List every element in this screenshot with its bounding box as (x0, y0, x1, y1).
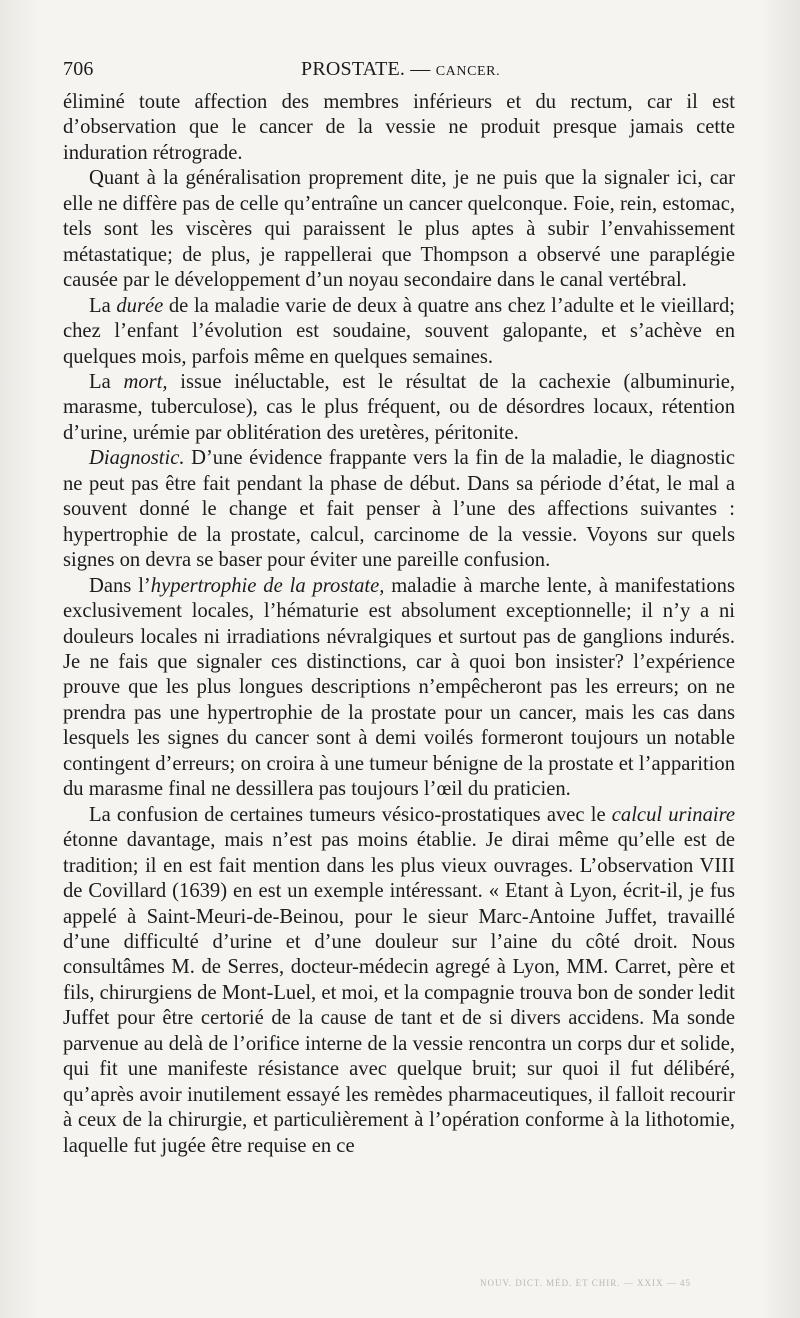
body-text (63, 90, 735, 1159)
paragraph (63, 370, 735, 446)
text-run: La (89, 370, 124, 393)
running-header (63, 58, 735, 86)
italic-text: Diagnostic. (89, 447, 185, 470)
text-run: éliminé toute affection des membres inférieurs et du rectum, car il est d’observation que le cancer de la vessie ne produit presque jamais cette induration rétrograde. (63, 91, 735, 164)
running-title (301, 58, 500, 81)
running-title-main: PROSTATE. — (301, 58, 431, 80)
paragraph (63, 574, 735, 803)
text-run: La (89, 294, 117, 317)
text-run: Dans l’ (89, 574, 151, 597)
text-run: La confusion de certaines tumeurs vésico-prostatiques avec le (89, 803, 612, 826)
italic-text: mort, (123, 370, 168, 393)
page-number: 706 (63, 58, 94, 80)
paragraph (63, 803, 735, 1159)
italic-text: hypertrophie de la prostate, (150, 574, 385, 597)
paragraph (63, 446, 735, 573)
italic-text: calcul urinaire (611, 803, 735, 826)
running-title-sub: CANCER. (435, 64, 501, 79)
signature-footer: NOUV. DICT. MÉD. ET CHIR. — XXIX — 45 (480, 1278, 691, 1288)
text-run: de la maladie varie de deux à quatre ans chez l’adulte et le vieillard; chez l’enfant l’évolution est soudaine, souvent galopante, et s’achève en quelques mois, parfois même en quelques semaines. (63, 294, 735, 368)
text-run: étonne davantage, mais n’est pas moins établie. Je dirai même qu’elle est de tradition; il en est fait mention dans les plus vieux ouvrages. L’observation VIII de Covillard (1639) en est un exemple intéressant. « Etant à Lyon, écrit-il, je fus appelé à Saint-Meuri-de-Beinou, pour le sieur Marc-Antoine Juffet, travaillé d’une difficulté d’urine et d’une douleur sur l’aine du côté droit. Nous consultâmes M. de Serres, docteur-médecin agregé à Lyon, MM. Carret, père et fils, chirurgiens de Mont-Luel, et moi, et la compagnie trouva bon de sonder ledit Juffet pour être certorié de la cause de tant et de si divers accidens. Ma sonde parvenue au delà de l’orifice interne de la vessie rencontra un corps dur et solide, qui fit une manifeste résistance avec quelque bruit; sur quoi il fut délibéré, qu’après avoir inutilement essayé les remèdes pharmaceutiques, il falloit recourir à ceux de la chirurgie, et particulièrement à l’opération conforme à la lithotomie, laquelle fut jugée être requise en ce (63, 829, 735, 1157)
paragraph (63, 90, 735, 166)
text-run: Quant à la généralisation proprement dite, je ne puis que la signaler ici, car elle ne diffère pas de celle qu’entraîne un cancer quelconque. Foie, rein, estomac, tels sont les viscères qui paraissent le plus aptes à subir l’envahissement métastatique; de plus, je rappellerai que Thompson a observé une paraplégie causée par le développement d’un noyau secondaire dans le canal vertébral. (63, 167, 735, 292)
text-run: maladie à marche lente, à manifestations exclusivement locales, l’hématurie est absolument exceptionnelle; il n’y a ni douleurs locales ni irradiations névralgiques et surtout pas de ganglions indurés. Je ne fais que signaler ces distinctions, car à quoi bon insister? l’expérience prouve que les plus longues descriptions n’empêcheront pas les erreurs; on ne prendra pas une hypertrophie de la prostate pour un cancer, mais les cas dans lesquels les signes du cancer sont à demi voilés formeront toujours un notable contingent d’erreurs; on croira à une tumeur bénigne de la prostate et l’apparition du marasme final ne dessillera pas toujours l’œil du praticien. (63, 574, 735, 801)
text-run: D’une évidence frappante vers la fin de la maladie, le diagnostic ne peut pas être fait pendant la phase de début. Dans sa période d’état, le mal a souvent donné le change et fait penser à l’une des affections suivantes : hypertrophie de la prostate, calcul, carcinome de la vessie. Voyons sur quels signes on devra se baser pour éviter une pareille confusion. (63, 447, 735, 572)
text-run: issue inéluctable, est le résultat de la cachexie (albuminurie, marasme, tuberculose), cas le plus fréquent, ou de désordres locaux, rétention d’urine, urémie par oblitération des uretères, péritonite. (63, 370, 736, 444)
paragraph (63, 166, 735, 293)
italic-text: durée (116, 294, 164, 317)
paragraph (63, 294, 735, 370)
